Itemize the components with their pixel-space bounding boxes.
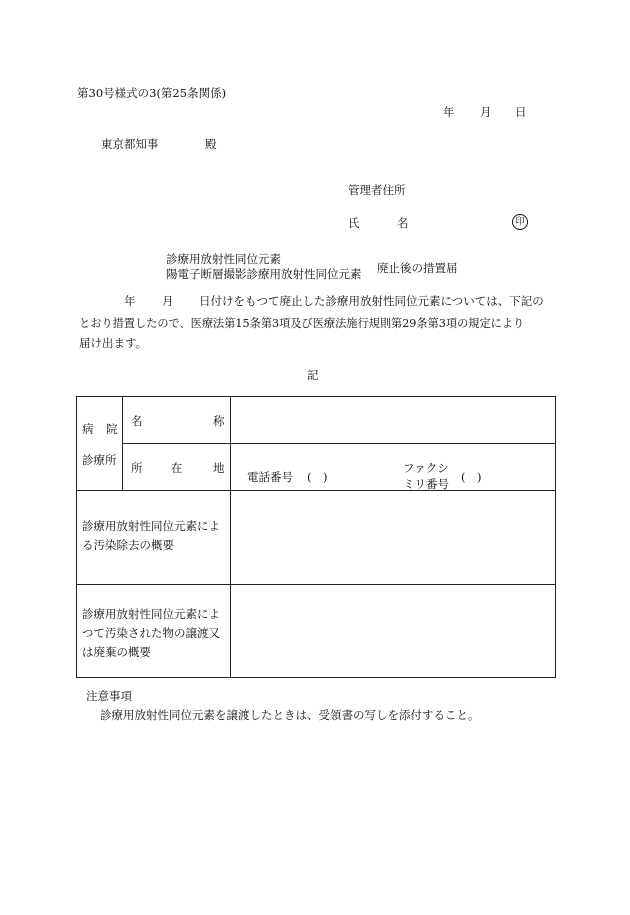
notes-item: 診療用放射性同位元素を譲渡したときは、受領書の写しを添付すること。 [100,708,480,722]
location-col-3: 地 [213,461,225,475]
fax-paren: ( ) [461,470,482,484]
notes-heading: 注意事項 [86,689,132,703]
body-text-3: 届け出ます。 [79,336,148,350]
title-line-1: 診療用放射性同位元素 [166,252,281,266]
location-col-1: 所 [131,461,143,475]
addressee-honorific: 殿 [205,137,217,151]
manager-address-label: 管理者住所 [348,183,406,197]
disposal-label-1: 診療用放射性同位元素によ [82,607,220,621]
fax-label-1: ファクシ [403,461,449,475]
name-col-1: 名 [131,414,143,428]
seal-mark: 印 [512,214,528,230]
date-day-label: 日 [515,105,527,119]
body-text-1: 日付けをもつて廃止した診療用放射性同位元素については、下記の [199,294,544,308]
decontamination-label-2: る汚染除去の概要 [82,538,174,552]
phone-label: 電話番号 [247,470,293,484]
addressee-name: 東京都知事 [101,137,159,151]
name-label-1: 氏 [348,216,360,230]
title-line-2: 陽電子断層撮影診療用放射性同位元素 [166,267,362,281]
location-col-2: 在 [171,461,183,475]
name-label-2: 名 [397,216,409,230]
body-year: 年 [124,294,136,308]
body-text-2: とおり措置したので、医療法第15条第3項及び医療法施行規則第29条第3項の規定により [79,317,525,330]
ki-heading: 記 [307,368,319,382]
body-month: 月 [162,294,174,308]
disposal-label-2: つて汚染された物の譲渡又 [82,626,220,640]
form-number: 第30号様式の3(第25条関係) [77,86,227,100]
fax-label-2: ミリ番号 [403,477,449,491]
date-month-label: 月 [480,105,492,119]
name-col-2: 称 [213,414,225,428]
phone-paren: ( ) [307,470,328,484]
decontamination-label-1: 診療用放射性同位元素によ [82,519,220,533]
disposal-label-3: は廃棄の概要 [82,645,151,659]
date-year-label: 年 [443,105,455,119]
clinic-label: 診療所 [82,453,117,467]
hospital-label-2: 院 [106,422,118,436]
title-suffix: 廃止後の措置届 [377,261,458,275]
hospital-label-1: 病 [82,422,94,436]
